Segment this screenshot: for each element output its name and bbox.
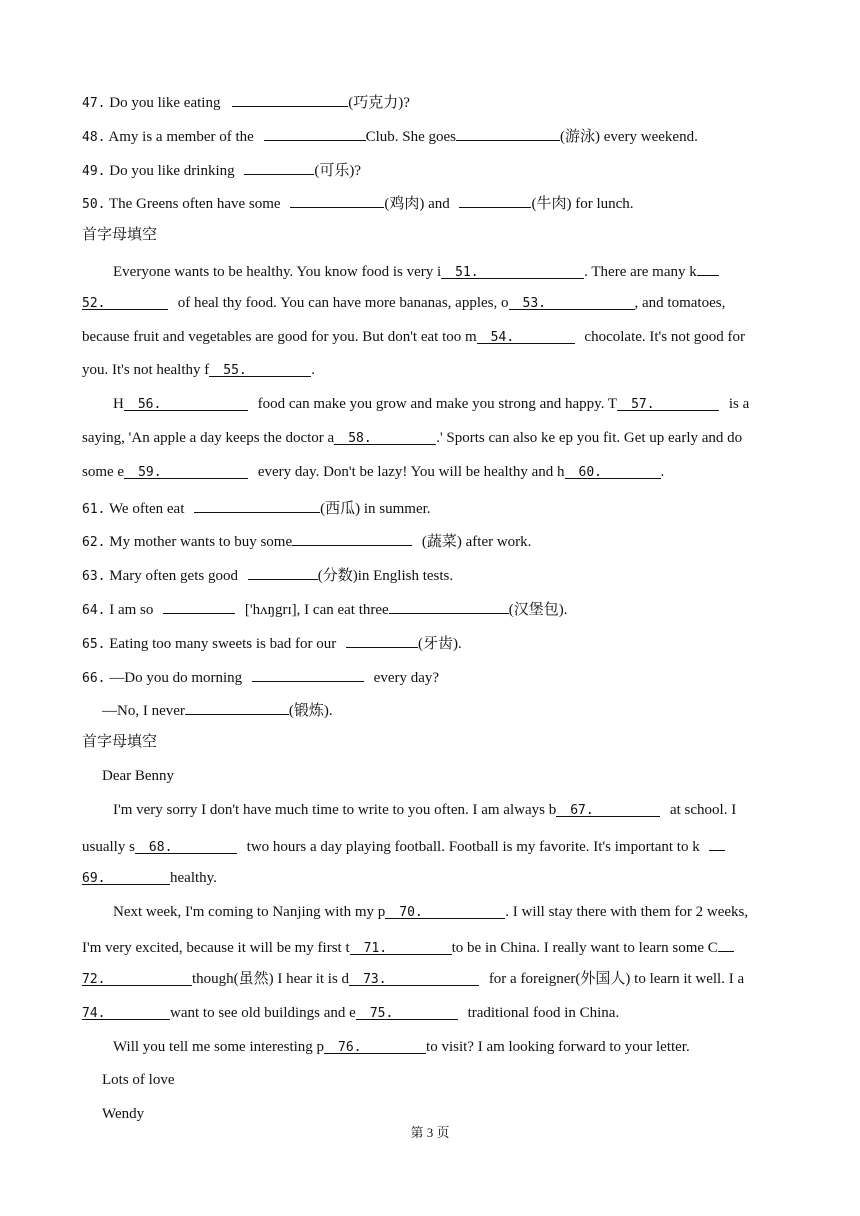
passage-line <box>82 834 725 854</box>
passage-text: traditional food in China. <box>467 1005 620 1021</box>
blank-number: 51. <box>455 265 479 280</box>
blank-number: 68. <box>148 840 173 855</box>
passage-line <box>113 902 748 922</box>
question-49 <box>82 158 361 178</box>
answer-blank-60[interactable] <box>565 462 661 479</box>
question-number: 50. <box>82 197 106 212</box>
question-hint: ['hʌŋgrɪ], I can eat three <box>244 602 389 618</box>
passage-text: Everyone wants to be healthy. You know food is very i <box>113 264 442 280</box>
blank-number: 70. <box>399 905 423 920</box>
answer-blank-74[interactable] <box>82 1003 170 1020</box>
passage-line <box>82 428 742 448</box>
answer-blank-51[interactable] <box>441 262 584 279</box>
passage-line <box>82 1003 619 1023</box>
question-text: Amy is a member of the <box>108 129 254 145</box>
blank-number: 76. <box>338 1040 362 1055</box>
answer-blank[interactable] <box>389 597 509 614</box>
question-hint: (可乐)? <box>314 163 362 179</box>
answer-blank[interactable] <box>185 698 289 715</box>
question-text: —No, I never <box>102 703 185 719</box>
blank-number: 75. <box>369 1006 394 1021</box>
answer-blank-71[interactable] <box>350 938 452 955</box>
question-text: Club. She goes <box>365 129 456 145</box>
blank-number: 54. <box>490 330 515 345</box>
blank-number: 58. <box>348 431 372 446</box>
passage-line <box>113 800 736 820</box>
answer-blank-69[interactable] <box>82 868 170 885</box>
answer-blank-72[interactable] <box>82 969 192 986</box>
passage-text: you. It's not healthy f <box>82 362 210 378</box>
answer-blank-76[interactable] <box>324 1037 426 1054</box>
answer-blank-52[interactable] <box>82 293 168 310</box>
section-heading: 首字母填空 <box>82 734 158 750</box>
question-number: 48. <box>82 130 106 145</box>
question-hint: (巧克力)? <box>348 95 410 111</box>
question-number: 63. <box>82 569 106 584</box>
question-hint: (分数)in English tests. <box>317 568 454 584</box>
question-64 <box>82 597 567 617</box>
passage-line <box>82 935 734 955</box>
question-number: 64. <box>82 603 106 618</box>
passage-line <box>82 360 315 380</box>
answer-blank-57[interactable] <box>617 394 719 411</box>
question-text: Do you like drinking <box>109 163 235 179</box>
passage-text: every day. Don't be lazy! You will be healthy and h <box>257 464 565 480</box>
question-66-reply <box>102 698 333 718</box>
question-number: 47. <box>82 96 106 111</box>
blank-number: 56. <box>137 397 162 412</box>
answer-blank-55[interactable] <box>209 360 311 377</box>
passage-text: at school. I <box>669 802 737 818</box>
question-66 <box>82 665 439 685</box>
passage-text: I'm very sorry I don't have much time to write to you often. I am always b <box>113 802 557 818</box>
question-text: every day? <box>373 670 440 686</box>
passage-text: for a foreigner(外国人) to learn it well. I a <box>488 971 745 987</box>
passage-text: .' Sports can also ke ep you fit. Get up early and do <box>436 430 743 446</box>
question-hint: (汉堡包). <box>508 602 568 618</box>
passage-line <box>82 969 744 989</box>
answer-blank-69a[interactable] <box>709 834 725 851</box>
answer-blank-59[interactable] <box>124 462 248 479</box>
passage-text: of heal thy food. You can have more bananas, apples, o <box>177 295 509 311</box>
passage-text: to be in China. I really want to learn some C <box>451 940 718 956</box>
page-footer <box>0 1122 860 1141</box>
blank-number: 73. <box>363 972 387 987</box>
blank-number: 72. <box>82 972 106 987</box>
question-text: My mother wants to buy some <box>109 534 293 550</box>
passage-text: . I will stay there with them for 2 weeks, <box>505 904 749 920</box>
question-number: 61. <box>82 502 106 517</box>
answer-blank[interactable] <box>264 124 366 141</box>
page-number: 3 <box>426 1125 434 1140</box>
answer-blank[interactable] <box>290 191 384 208</box>
question-47 <box>82 90 410 110</box>
question-62 <box>82 529 531 549</box>
question-63 <box>82 563 453 583</box>
answer-blank[interactable] <box>252 665 364 682</box>
answer-blank-53[interactable] <box>509 293 635 310</box>
letter-greeting: Dear Benny <box>102 768 175 784</box>
question-text: The Greens often have some <box>108 196 281 212</box>
blank-number: 74. <box>82 1006 106 1021</box>
passage-line <box>82 462 664 482</box>
answer-blank[interactable] <box>459 191 531 208</box>
passage-text: to visit? I am looking forward to your letter. <box>426 1039 690 1055</box>
blank-number: 57. <box>631 397 655 412</box>
passage-text: . <box>311 362 316 378</box>
answer-blank-58[interactable] <box>334 428 436 445</box>
answer-blank-67[interactable] <box>556 800 660 817</box>
passage-text: chocolate. It's not good for <box>584 329 745 345</box>
passage-text: want to see old buildings and e <box>170 1005 356 1021</box>
footer-prefix: 第 <box>410 1125 424 1140</box>
passage-text: food can make you grow and make you strong and happy. T <box>257 396 618 412</box>
question-text: Eating too many sweets is bad for our <box>109 636 337 652</box>
passage-line <box>113 259 719 279</box>
answer-blank[interactable] <box>292 529 412 546</box>
blank-number: 53. <box>522 296 546 311</box>
answer-blank-52a[interactable] <box>697 259 719 276</box>
answer-blank[interactable] <box>244 158 314 175</box>
passage-text: some e <box>82 464 125 480</box>
passage-text: H <box>113 396 124 412</box>
answer-blank[interactable] <box>456 124 560 141</box>
blank-number: 71. <box>363 941 388 956</box>
blank-number: 67. <box>570 803 594 818</box>
question-65 <box>82 631 462 651</box>
question-hint: (牙齿). <box>418 636 462 652</box>
answer-blank-73[interactable] <box>349 969 479 986</box>
passage-line <box>82 293 725 313</box>
passage-text: I'm very excited, because it will be my first t <box>82 940 350 956</box>
passage-text: . There are many k <box>584 264 697 280</box>
letter-signature: Wendy <box>102 1106 145 1122</box>
passage-text: usually s <box>82 839 135 855</box>
passage-line <box>82 868 217 888</box>
passage-text: Will you tell me some interesting p <box>113 1039 325 1055</box>
passage-text: two hours a day playing football. Football is my favorite. It's important to k <box>246 839 700 855</box>
question-number: 66. <box>82 671 106 686</box>
question-text: Mary often gets good <box>109 568 238 584</box>
question-hint: (蔬菜) after work. <box>421 534 532 550</box>
answer-blank-68[interactable] <box>135 837 237 854</box>
answer-blank[interactable] <box>346 631 418 648</box>
section-heading: 首字母填空 <box>82 227 158 243</box>
passage-text: . <box>660 464 665 480</box>
answer-blank[interactable] <box>248 563 318 580</box>
passage-line <box>113 394 749 414</box>
answer-blank-75[interactable] <box>356 1003 458 1020</box>
question-hint: (西瓜) in summer. <box>320 501 431 517</box>
footer-suffix: 页 <box>436 1125 450 1140</box>
answer-blank[interactable] <box>163 597 235 614</box>
blank-number: 60. <box>578 465 602 480</box>
answer-blank-56[interactable] <box>124 394 248 411</box>
passage-line <box>82 327 745 347</box>
answer-blank[interactable] <box>194 496 320 513</box>
passage-text: healthy. <box>170 870 217 886</box>
blank-number: 52. <box>82 296 106 311</box>
question-text: Do you like eating <box>109 95 221 111</box>
blank-number: 69. <box>82 871 106 886</box>
answer-blank-72a[interactable] <box>718 935 734 952</box>
passage-text: is a <box>728 396 750 412</box>
question-50 <box>82 191 634 211</box>
question-text: —Do you do morning <box>109 670 243 686</box>
passage-text: Next week, I'm coming to Nanjing with my p <box>113 904 386 920</box>
passage-text: because fruit and vegetables are good for you. But don't eat too m <box>82 329 477 345</box>
question-number: 65. <box>82 637 106 652</box>
question-number: 62. <box>82 535 106 550</box>
question-61 <box>82 496 431 516</box>
question-hint: (牛肉) for lunch. <box>531 196 634 212</box>
question-text: I am so <box>109 602 154 618</box>
question-number: 49. <box>82 164 106 179</box>
blank-number: 55. <box>223 363 247 378</box>
answer-blank-54[interactable] <box>477 327 575 344</box>
question-hint: (锻炼). <box>288 703 333 719</box>
passage-text: , and tomatoes, <box>634 295 726 311</box>
answer-blank-70[interactable] <box>385 902 505 919</box>
answer-blank[interactable] <box>232 90 348 107</box>
question-text: We often eat <box>108 501 185 517</box>
passage-line <box>113 1037 690 1057</box>
passage-text: saying, 'An apple a day keeps the doctor a <box>82 430 335 446</box>
passage-text: though(虽然) I hear it is d <box>192 971 350 987</box>
question-hint: (游泳) every weekend. <box>559 129 698 145</box>
question-hint: (鸡肉) and <box>384 196 450 212</box>
blank-number: 59. <box>138 465 162 480</box>
question-48 <box>82 124 698 144</box>
letter-closing: Lots of love <box>102 1072 175 1088</box>
